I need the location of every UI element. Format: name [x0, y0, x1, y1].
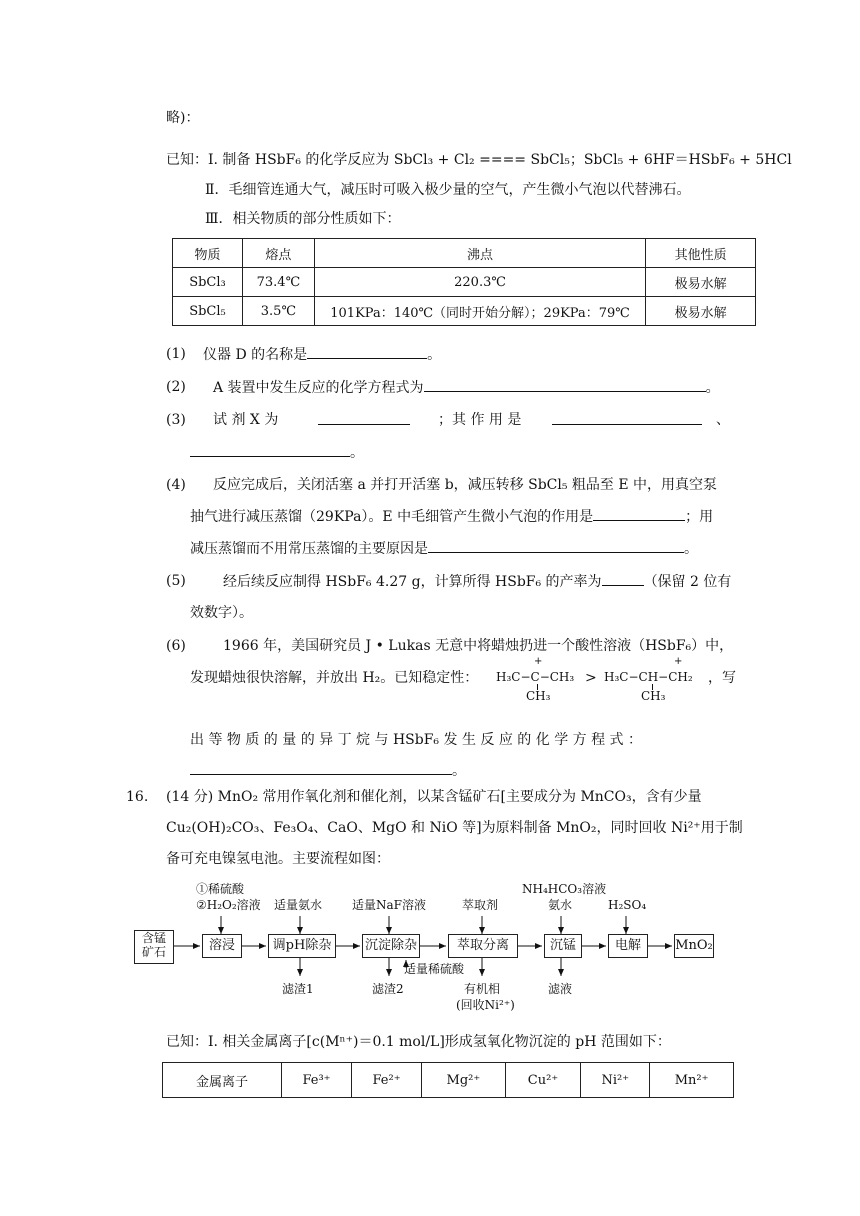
answer-blank[interactable]: [307, 344, 427, 359]
q4-line3-text: 减压蒸馏而不用常压蒸馏的主要原因是: [190, 541, 428, 557]
table-header: 熔点: [242, 239, 314, 268]
q6-end: 。: [452, 763, 466, 779]
table-cell: SbCl₅: [173, 297, 243, 326]
properties-table: [172, 238, 756, 326]
q2-number: (2): [166, 379, 186, 395]
table-header: 其他性质: [646, 239, 756, 268]
answer-blank[interactable]: [424, 377, 706, 392]
q5-text-end: （保留 2 位有: [643, 574, 732, 590]
q4-line2-text: 抽气进行减压蒸馏（29KPa）。E 中毛细管产生微小气泡的作用是: [190, 509, 594, 525]
known-iii: Ⅲ．相关物质的部分性质如下：: [205, 211, 401, 227]
q3-a: 试 剂 X 为: [213, 412, 279, 428]
table-header: 沸点: [314, 239, 645, 268]
q3-end: 。: [350, 445, 364, 461]
q4-number: (4): [166, 477, 186, 493]
flow-start-line2: 矿石: [141, 945, 166, 959]
question-4-line3: [190, 538, 698, 559]
q16-number: 16.: [126, 789, 149, 805]
table-header-row: [163, 1063, 734, 1098]
output-residue-1: 滤渣1: [282, 982, 314, 996]
table-cell: 3.5℃: [242, 297, 314, 326]
reagent-nh4hco3: NH₄HCO₃溶液: [522, 882, 607, 896]
q6-line3: 出 等 物 质 的 量 的 异 丁 烷 与 HSbF₆ 发 生 反 应 的 化 学 方 程 式 ：: [190, 732, 642, 748]
question-4-line2: [190, 506, 713, 527]
answer-blank[interactable]: [190, 760, 452, 775]
q5-line2: 效数字）。: [190, 605, 253, 621]
table-cell: 101KPa：140℃（同时开始分解）；29KPa：79℃: [314, 297, 645, 326]
table-header: 金属离子: [163, 1063, 282, 1098]
q1-text: 仪器 D 的名称是: [203, 347, 308, 363]
answer-blank[interactable]: [190, 442, 350, 457]
table-row: [173, 297, 756, 326]
table-header: Fe³⁺: [282, 1063, 352, 1098]
carbocation-1-main: H₃C−C−CH₃: [496, 670, 575, 684]
table-header: Cu²⁺: [505, 1063, 581, 1098]
output-recover-ni: (回收Ni²⁺): [456, 998, 515, 1012]
metal-ions-table: [162, 1062, 734, 1098]
table-cell: 极易水解: [646, 297, 756, 326]
flow-start-ore: [134, 930, 174, 964]
table-cell: SbCl₃: [173, 268, 243, 297]
table-cell: 极易水解: [646, 268, 756, 297]
q3-c: 、: [716, 412, 730, 428]
q4-line3-end: 。: [684, 541, 698, 557]
reagent-h2o2: ②H₂O₂溶液: [196, 898, 261, 912]
q6-line2: 发现蜡烛很快溶解，并放出 H₂。已知稳定性：: [190, 670, 479, 686]
table-header: Mn²⁺: [650, 1063, 734, 1098]
charge-plus: +: [534, 656, 543, 667]
reagent-ammonia: 适量氨水: [274, 898, 323, 912]
q1-end: 。: [427, 347, 442, 363]
flow-step-leaching: 溶浸: [202, 934, 242, 958]
answer-blank[interactable]: [318, 410, 410, 425]
output-filtrate: 滤液: [548, 982, 573, 996]
carbocation-2-main: H₃C−CH−CH₂: [604, 670, 693, 684]
q3-b: ；其 作 用 是: [438, 412, 522, 428]
q16-line1: (14 分) MnO₂ 常用作氧化剂和催化剂，以某含锰矿石[主要成分为 MnCO₃，含有少量: [166, 789, 702, 805]
table-cell: 220.3℃: [314, 268, 645, 297]
reagent-h2so4: H₂SO₄: [608, 898, 647, 912]
flow-product: MnO₂: [674, 934, 714, 958]
question-1: [203, 344, 441, 365]
q4-line2-end: ；用: [685, 509, 714, 525]
flow-step-precipitation: 沉淀除杂: [362, 934, 420, 958]
reagent-ammonia-2: 氨水: [548, 898, 573, 912]
flow-start-line1: 含锰: [141, 931, 166, 945]
q16-line2: Cu₂(OH)₂CO₃、Fe₃O₄、CaO、MgO 和 NiO 等]为原料制备 MnO₂，同时回收 Ni²⁺用于制: [166, 820, 743, 836]
q6-line2-end: ，写: [708, 670, 736, 686]
q6-line1: 1966 年，美国研究员 J • Lukas 无意中将蜡烛扔进一个酸性溶液（HSbF₆）中，: [223, 638, 734, 654]
question-6-line4: [190, 760, 466, 781]
flow-step-extraction: 萃取分离: [448, 934, 518, 958]
table-header: Ni²⁺: [581, 1063, 650, 1098]
q5-number: (5): [166, 573, 186, 589]
q5-text: 经后续反应制得 HSbF₆ 4.27 g，计算所得 HSbF₆ 的产率为: [223, 574, 602, 590]
q16-line3: 备可充电镍氢电池。主要流程如图：: [166, 851, 390, 867]
table-header-row: [173, 239, 756, 268]
table-row: [173, 268, 756, 297]
reagent-dilute-sulfuric: ①稀硫酸: [196, 882, 245, 896]
q1-number: (1): [166, 346, 186, 362]
charge-plus: +: [674, 656, 683, 667]
reagent-naf: 适量NaF溶液: [352, 898, 426, 912]
flow-step-electrolysis: 电解: [608, 934, 648, 958]
answer-blank[interactable]: [552, 410, 702, 425]
answer-blank[interactable]: [593, 506, 685, 521]
flow-step-ph-adjust: 调pH除杂: [268, 934, 336, 958]
q2-end: 。: [705, 380, 720, 396]
table-header: Mg²⁺: [422, 1063, 506, 1098]
table-cell: 73.4℃: [242, 268, 314, 297]
reagent-extractant: 萃取剂: [462, 898, 499, 912]
greater-than: >: [585, 670, 597, 686]
carbocation-1-methyl: CH₃: [526, 689, 551, 703]
q2-text: A 装置中发生反应的化学方程式为: [213, 380, 424, 396]
output-residue-2: 滤渣2: [372, 982, 404, 996]
known2: 已知：I. 相关金属离子[c(Mⁿ⁺)＝0.1 mol/L]形成氢氧化物沉淀的 pH 范围如下：: [166, 1034, 671, 1050]
known-ii: Ⅱ．毛细管连通大气，减压时可吸入极少量的空气，产生微小气泡以代替沸石。: [205, 182, 691, 198]
reagent-back-sulfuric: 适量稀硫酸: [404, 962, 465, 976]
carbocation-2-methyl: CH₃: [641, 689, 666, 703]
question-3-line2: [190, 442, 364, 463]
output-organic-phase: 有机相: [464, 982, 501, 996]
q3-number: (3): [166, 412, 186, 428]
known-i: 已知：I. 制备 HSbF₆ 的化学反应为 SbCl₃ + Cl₂ ==== SbCl₅；SbCl₅ + 6HF＝HSbF₆ + 5HCl: [166, 152, 792, 168]
table-header: Fe²⁺: [352, 1063, 422, 1098]
q6-number: (6): [166, 638, 186, 654]
flow-step-mn-precip: 沉锰: [544, 934, 582, 958]
table-header: 物质: [173, 239, 243, 268]
answer-blank[interactable]: [428, 538, 684, 553]
question-5-line1: [223, 571, 731, 592]
answer-blank[interactable]: [602, 571, 644, 586]
q4-line1: 反应完成后，关闭活塞 a 并打开活塞 b，减压转移 SbCl₅ 粗品至 E 中，用真空泵: [213, 477, 718, 493]
line-top: 略)：: [166, 110, 200, 126]
question-2: [213, 377, 720, 398]
